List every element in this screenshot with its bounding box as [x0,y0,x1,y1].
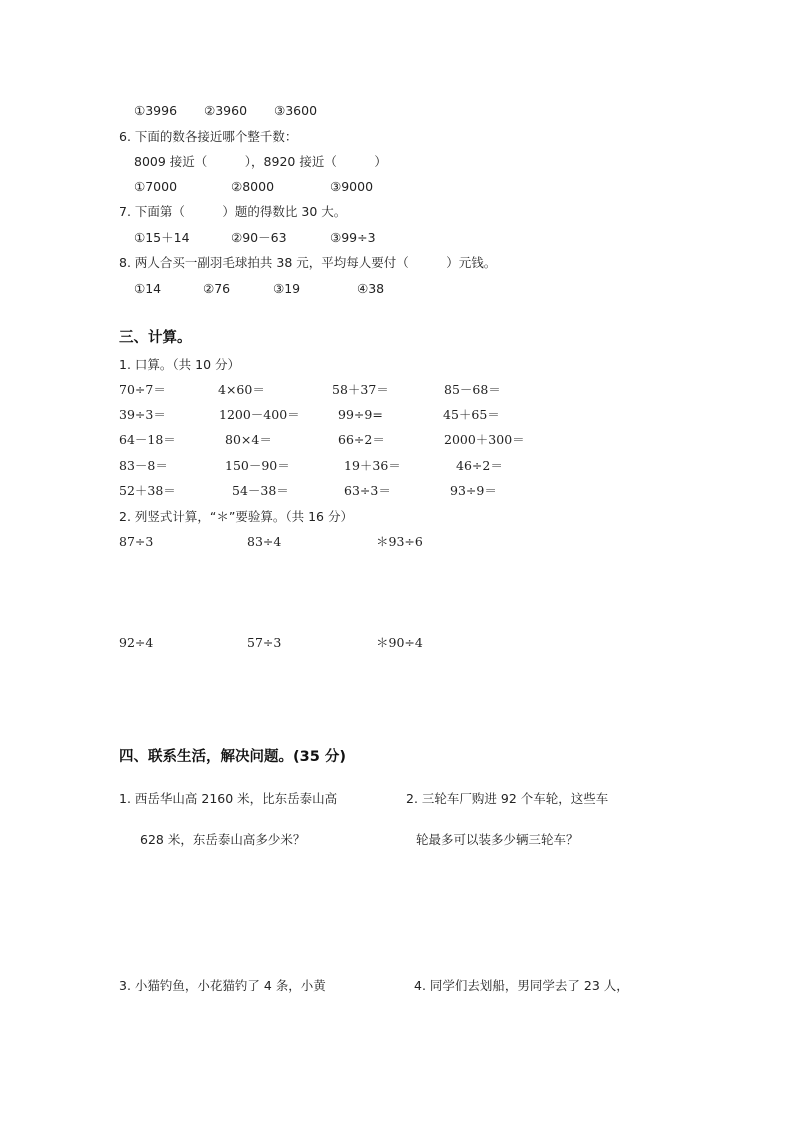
problem-1-line-2: 628 米，东岳泰山高多少米？ [140,832,306,847]
q8-option-4: ④38 [357,281,385,296]
oral-item: 83－8＝ [119,458,168,473]
q8-option-1: ①14 [134,281,162,296]
oral-item: 19＋36＝ [344,458,401,473]
vertical-item: 83÷4 [247,534,282,549]
oral-item: 70÷7＝ [119,382,166,397]
oral-item: 52＋38＝ [119,483,176,498]
oral-calc-heading: 1. 口算。（共 10 分） [119,357,241,372]
oral-item: 4×60＝ [218,382,265,397]
q5-option-1: ①3996 [134,103,178,118]
section-4-title: 四、联系生活，解决问题。(35 分) [119,749,346,765]
q5-option-3: ③3600 [274,103,318,118]
oral-item: 80×4＝ [225,432,272,447]
q8-option-3: ③19 [273,281,301,296]
q6-option-2: ②8000 [231,179,275,194]
oral-item: 99÷9= [338,407,383,422]
vertical-item: ＊90÷4 [376,635,423,650]
oral-item: 64－18＝ [119,432,176,447]
oral-item: 93÷9＝ [450,483,497,498]
vertical-item: 87÷3 [119,534,154,549]
problem-2-line-2: 轮最多可以装多少辆三轮车？ [416,832,579,847]
oral-item: 45＋65＝ [443,407,500,422]
section-3-title: 三、计算。 [119,330,192,346]
q7-option-3: ③99÷3 [330,230,376,245]
q8-option-2: ②76 [203,281,231,296]
oral-item: 150－90＝ [225,458,290,473]
vertical-calc-heading: 2. 列竖式计算，“＊”要验算。（共 16 分） [119,509,353,524]
q5-option-2: ②3960 [204,103,248,118]
vertical-item: 92÷4 [119,635,154,650]
q6-option-1: ①7000 [134,179,178,194]
vertical-item: ＊93÷6 [376,534,423,549]
oral-item: 58＋37＝ [332,382,389,397]
q8-stem: 8. 两人合买一副羽毛球拍共 38 元，平均每人要付（ ）元钱。 [119,255,497,270]
oral-item: 54－38＝ [232,483,289,498]
oral-item: 66÷2＝ [338,432,385,447]
problem-3-line-1: 3. 小猫钓鱼，小花猫钓了 4 条，小黄 [119,978,326,993]
oral-item: 63÷3＝ [344,483,391,498]
problem-1-line-1: 1. 西岳华山高 2160 米，比东岳泰山高 [119,791,338,806]
q6-option-3: ③9000 [330,179,374,194]
problem-2-line-1: 2. 三轮车厂购进 92 个车轮，这些车 [406,791,609,806]
oral-item: 1200－400＝ [219,407,300,422]
oral-item: 85－68＝ [444,382,501,397]
q7-stem: 7. 下面第（ ）题的得数比 30 大。 [119,204,347,219]
q7-option-1: ①15＋14 [134,230,190,245]
oral-item: 46÷2＝ [456,458,503,473]
q6-stem: 6. 下面的数各接近哪个整千数： [119,129,298,144]
q6-line: 8009 接近（ ），8920 接近（ ） [134,154,387,169]
oral-item: 39÷3＝ [119,407,166,422]
q7-option-2: ②90－63 [231,230,287,245]
problem-4-line-1: 4. 同学们去划船，男同学去了 23 人， [414,978,629,993]
oral-item: 2000＋300＝ [444,432,525,447]
vertical-item: 57÷3 [247,635,282,650]
